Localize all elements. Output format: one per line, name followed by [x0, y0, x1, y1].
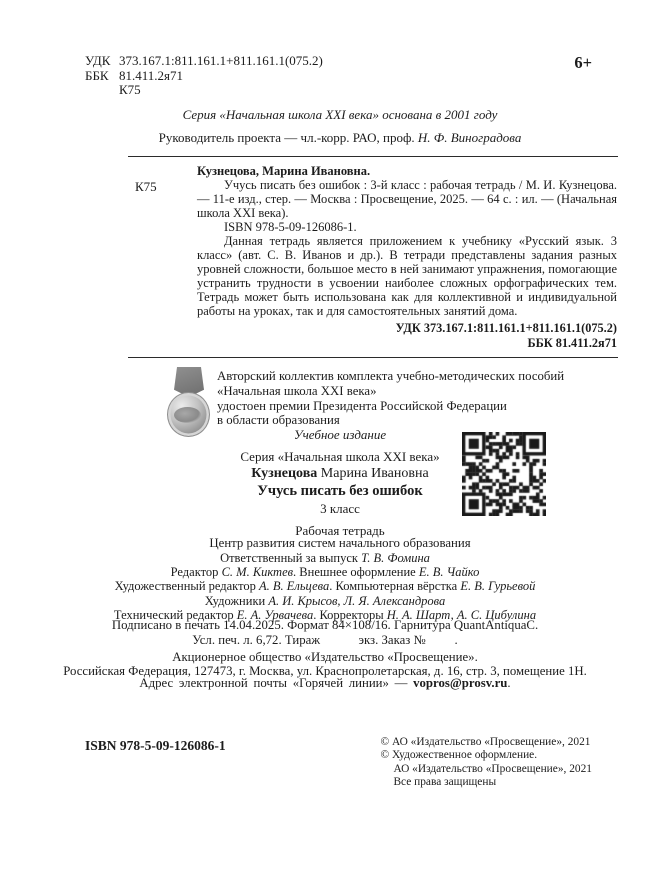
- catalog-section: [0, 164, 650, 439]
- staff-line: Редактор С. М. Киктев. Внешнее оформление Е. В. Чайко: [170, 565, 480, 580]
- udk-row: [85, 54, 323, 69]
- award-line: Авторский коллектив комплекта учебно-методических пособий: [217, 369, 565, 383]
- edition-author: Кузнецова Марина Ивановна: [251, 466, 429, 481]
- copyright-line: © АО «Издательство «Просвещение», 2021: [380, 736, 591, 748]
- bbk-value: 81.411.2я71: [119, 67, 183, 83]
- divider-rule-top: [128, 156, 618, 157]
- copyright-line: Все права защищены: [393, 776, 497, 789]
- card-udk-ref: УДК 373.167.1:811.161.1+811.161.1(075.2): [395, 321, 617, 335]
- imprint-line-1: Подписано в печать 14.04.2025. Формат 84×108/16. Гарнитура QuantAntiquaC.: [111, 618, 539, 632]
- card-annotation: Данная тетрадь является приложением к учебнику «Русский язык. 3 класс» (авт. С. В. Иванов и др.). В тетради представлены задания разных уровней сложности, большое место в ней занимают упражнения, помогающие устранить трудности в усвоении наиболее сложных орфографических тем. Тетрадь может быть использована как для коллективной и индивидуальной работы на уроках, так и для самостоятельных занятий дома.: [197, 234, 617, 318]
- card-bbk-ref: ББК 81.411.2я71: [527, 335, 617, 350]
- publisher-block: [0, 650, 650, 678]
- bbk-row: [85, 69, 323, 84]
- edition-kind: Учебное издание: [293, 427, 387, 442]
- copyright-block: [380, 736, 592, 790]
- staff-line: Художники А. И. Крысов, Л. Я. Александрова: [204, 593, 446, 608]
- qr-code: [462, 432, 546, 516]
- award-line: в области образования: [217, 413, 340, 428]
- imprint-block: [0, 618, 650, 647]
- card-author: Кузнецова, Марина Ивановна.: [197, 164, 371, 178]
- publisher-address: Российская Федерация, 127473, г. Москва, ул. Краснопролетарская, д. 16, стр. 3, помещение 1Н.: [63, 664, 587, 678]
- age-rating-badge: 6+: [574, 53, 592, 72]
- staff-line: Технический редактор Е. А. Урвачева. Корректоры Н. А. Шарт, А. С. Цибулина: [113, 607, 537, 622]
- udk-label: УДК: [85, 53, 111, 68]
- production-org: Центр развития систем начального образования: [209, 536, 471, 550]
- staff-line: Художественный редактор А. В. Ельцева. Компьютерная вёрстка Е. В. Гурьевой: [114, 579, 536, 594]
- edition-title: Учусь писать без ошибок: [257, 482, 423, 499]
- classification-block: [85, 54, 323, 98]
- catalog-card: [197, 164, 617, 318]
- copyright-line: АО «Издательство «Просвещение», 2021: [393, 762, 592, 775]
- edition-subtitle: Рабочая тетрадь: [295, 522, 385, 538]
- medal-relief: [174, 407, 201, 423]
- project-lead-line: Руководитель проекта — чл.-корр. РАО, проф. Н. Ф. Виноградова: [158, 130, 522, 145]
- award-line: «Начальная школа XXI века»: [217, 383, 377, 398]
- card-classification-refs: [0, 321, 617, 350]
- publisher-name: Акционерное общество «Издательство «Просвещение».: [172, 650, 478, 664]
- edition-grade: 3 класс: [320, 501, 360, 516]
- edition-series: Серия «Начальная школа XXI века»: [240, 448, 440, 464]
- staff-block: [0, 551, 650, 622]
- staff-line: Ответственный за выпуск Т. В. Фомина: [220, 551, 430, 565]
- award-line: удостоен премии Президента Российской Федерации: [217, 398, 507, 413]
- series-founded-note: Серия «Начальная школа XXI века» основана в 2001 году: [182, 107, 498, 122]
- footer: [85, 736, 592, 790]
- udk-value: 373.167.1:811.161.1+811.161.1(075.2): [119, 53, 323, 68]
- imprint-line-2: Усл. печ. л. 6,72. Тираж экз. Заказ № .: [192, 632, 458, 647]
- author-sign-card: К75: [135, 179, 157, 194]
- footer-isbn: ISBN 978-5-09-126086-1: [85, 738, 226, 753]
- hotline-email-line: Адрес электронной почты «Горячей линии» — vopros@prosv.ru.: [139, 676, 511, 690]
- copyright-line: © Художественное оформление.: [380, 749, 538, 762]
- divider-rule-middle: [128, 357, 618, 358]
- card-isbn: ISBN 978-5-09-126086-1.: [224, 220, 357, 234]
- author-sign-top: К75: [119, 82, 141, 98]
- card-description: Учусь писать без ошибок : 3-й класс : рабочая тетрадь / М. И. Кузнецова. — 11-е изд., стер. — Москва : Просвещение, 2025. — 64 с. : ил. — (Начальная школа XXI века).: [197, 178, 617, 220]
- bbk-label: ББК: [85, 67, 109, 83]
